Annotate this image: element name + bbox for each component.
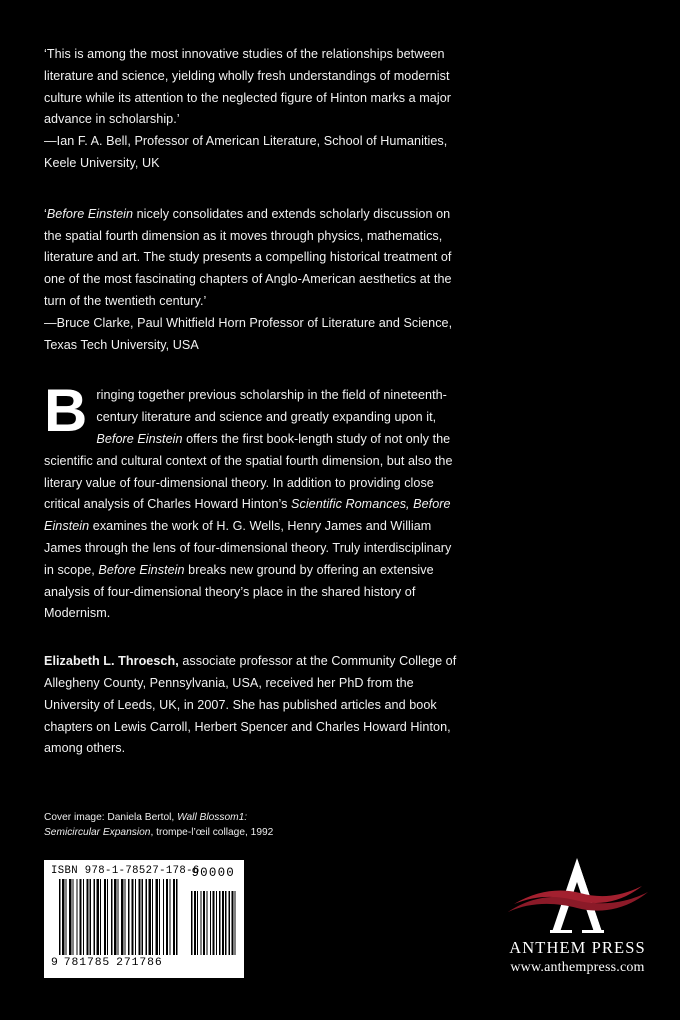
publisher-name: ANTHEM PRESS [509,938,646,957]
description-part-2: offers the first book-length study of not only the scientific and cultural context of the spatial fourth dimension, but also the literary value of four-dimensional theory. In addition to providing close critical analysis of Charles Howard Hinton’s [44,431,453,512]
author-bio-text: associate professor at the Community College of Allegheny County, Pennsylvania, USA, received her PhD from the University of Leeds, UK, in 2007. She has published articles and book chapters on Lewis Carroll, Herbert Spencer and Charles Howard Hinton, among others. [44,654,457,756]
blurb-1-quote-text: ‘This is among the most innovative studies of the relationships between literature and science, yielding wholly fresh understandings of modernist culture while its attention to the neglected figure of Hinton marks a major advance in scholarship.’ [44,47,451,127]
drop-cap-letter: B [44,377,88,445]
barcode-bars-ean13 [59,879,179,955]
author-bio [44,651,464,760]
price-code-label: 90000 [191,866,235,880]
book-description [44,377,464,625]
blurb-2-quote-rest: nicely consolidates and extends scholarly discussion on the spatial fourth dimension as it moves through physics, mathematics, literature and art. The study presents a compelling historical treatment of one of the most fascinating chapters of Anglo-American aesthetics at the turn of the twentieth century.’ [44,206,452,308]
ean-digits [51,956,237,970]
anthem-press-logo-icon [490,852,665,940]
publisher-website-url[interactable]: www.anthempress.com [510,960,645,975]
blurb-quote-2 [44,204,464,357]
isbn-barcode [44,860,244,978]
description-part-4: breaks new ground by offering an extensive analysis of four-dimensional theory’s place in the shared history of Modernism. [44,562,434,621]
ean-group-2: 271786 [116,957,163,969]
cover-image-credit [44,810,274,840]
cover-credit-prefix: Cover image: Daniela Bertol, [44,812,178,823]
ean-group-1: 781785 [63,957,111,969]
description-part-1: ringing together previous scholarship in the field of nineteenth-century literature and science and greatly expanding upon it, [96,388,447,425]
cover-credit-suffix: , trompe-l’œil collage, 1992 [150,827,274,839]
ean-lead-digit: 9 [51,957,59,969]
blurb-2-book-title: Before Einstein [46,206,134,221]
blurb-2-quote-open: ‘ [44,206,47,221]
description-title-2: Scientific Romances, Before Einstein [44,497,451,534]
description-title-1: Before Einstein [96,431,183,446]
cover-artwork-title: Wall Blossom1: Semicircular Expansion [44,812,248,839]
author-name: Elizabeth L. Throesch, [44,654,179,669]
blurb-quote-1 [44,44,464,175]
text-column [44,44,464,760]
description-part-3: examines the work of H. G. Wells, Henry James and William James through the lens of four-dimensional theory. Truly interdisciplinary in scope, [44,519,452,577]
description-title-3: Before Einstein [98,562,185,577]
barcode-bars-addon5 [191,891,237,955]
blurb-2-attribution: —Bruce Clarke, Paul Whitfield Horn Professor of Literature and Science, Texas Tech University, USA [44,315,453,352]
isbn-number-label: ISBN 978-1-78527-178-6 [51,865,200,877]
publisher-logo-block [490,852,665,976]
blurb-1-attribution: —Ian F. A. Bell, Professor of American Literature, School of Humanities, Keele University, UK [44,134,448,170]
